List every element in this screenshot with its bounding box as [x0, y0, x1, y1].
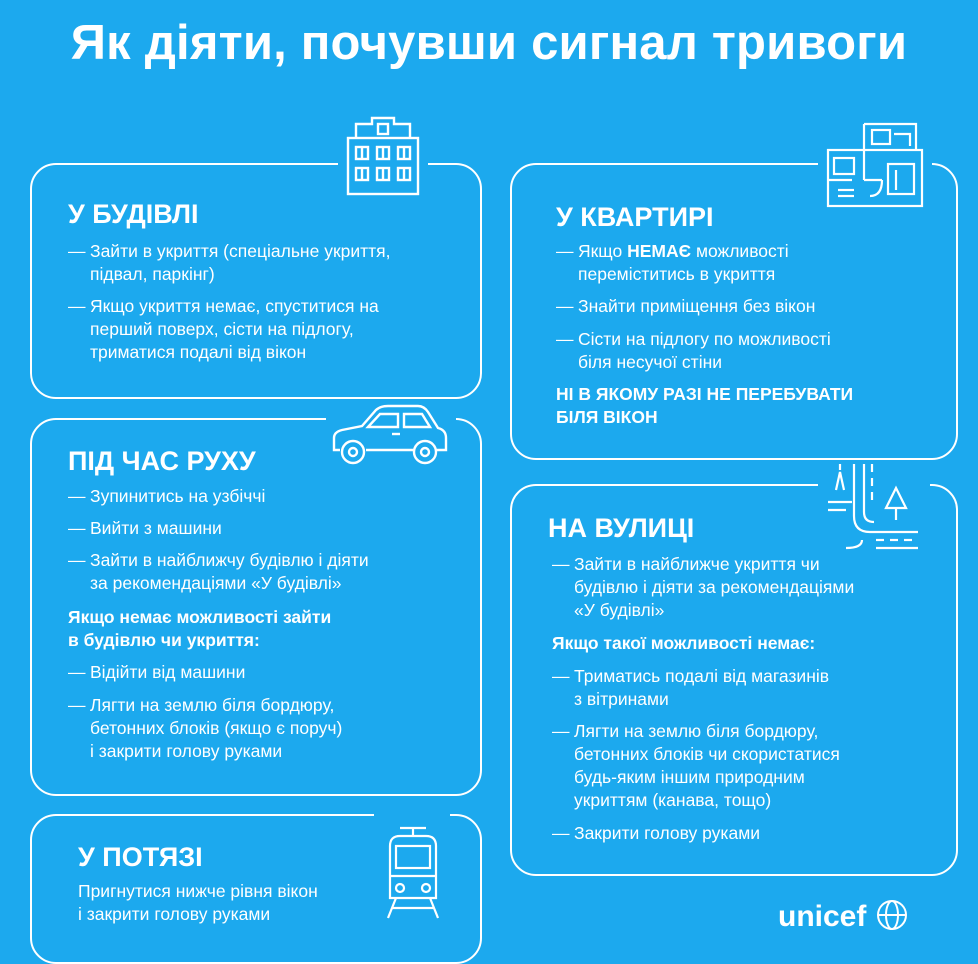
building-item-1: — Зайти в укриття (спеціальне укриття, підвал, паркінг) — [68, 241, 391, 284]
street-item-3: — Лягти на землю біля бордюру, бетонних блоків чи скористатися будь-яким іншим природним укриттям (канава, тощо) — [552, 721, 840, 810]
apartment-heading: У КВАРТИРІ — [556, 202, 714, 232]
train-icon — [382, 826, 444, 920]
train-heading: У ПОТЯЗІ — [78, 842, 203, 872]
driving-heading: ПІД ЧАС РУХУ — [68, 446, 256, 476]
building-icon — [342, 114, 424, 196]
driving-item-1: — Зупинитись на узбіччі — [68, 486, 266, 506]
driving-note: Якщо немає можливості зайти в будівлю чи укриття: — [68, 607, 332, 650]
driving-item-3: — Зайти в найближчу будівлю і діяти за рекомендаціями «У будівлі» — [68, 550, 369, 593]
building-item-2: — Якщо укриття немає, спуститися на перший поверх, сісти на підлогу, триматися подалі від вікон — [68, 296, 379, 362]
street-heading: НА ВУЛИЦІ — [548, 513, 695, 543]
apartment-warning: НІ В ЯКОМУ РАЗІ НЕ ПЕРЕБУВАТИ БІЛЯ ВІКОН — [556, 384, 854, 427]
building-heading: У БУДІВЛІ — [68, 199, 199, 229]
apartment-item-1: — Якщо НЕМАЄ можливості переміститись в укриття — [556, 241, 789, 284]
driving-item-2: — Вийти з машини — [68, 518, 222, 538]
street-icon — [822, 462, 924, 554]
apartment-item-2: — Знайти приміщення без вікон — [556, 296, 816, 316]
floor-plan-icon — [824, 120, 926, 210]
page-title: Як діяти, почувши сигнал тривоги — [70, 16, 908, 70]
street-item-4: — Закрити голову руками — [552, 823, 760, 843]
street-item-1: — Зайти в найближче укриття чи будівлю і діяти за рекомендаціями «У будівлі» — [552, 554, 855, 620]
unicef-emblem-icon — [875, 898, 909, 932]
street-note: Якщо такої можливості немає: — [552, 633, 816, 653]
driving-item-5: — Лягти на землю біля бордюру, бетонних блоків (якщо є поруч) і закрити голову руками — [68, 695, 343, 761]
street-item-2: — Триматись подалі від магазинів з вітринами — [552, 666, 830, 709]
unicef-logo: unicef — [778, 898, 909, 932]
car-icon — [332, 402, 450, 468]
apartment-item-3: — Сісти на підлогу по можливості біля несучої стіни — [556, 329, 831, 372]
train-text: Пригнутися нижче рівня вікон і закрити голову руками — [78, 881, 318, 924]
driving-item-4: — Відійти від машини — [68, 662, 246, 682]
